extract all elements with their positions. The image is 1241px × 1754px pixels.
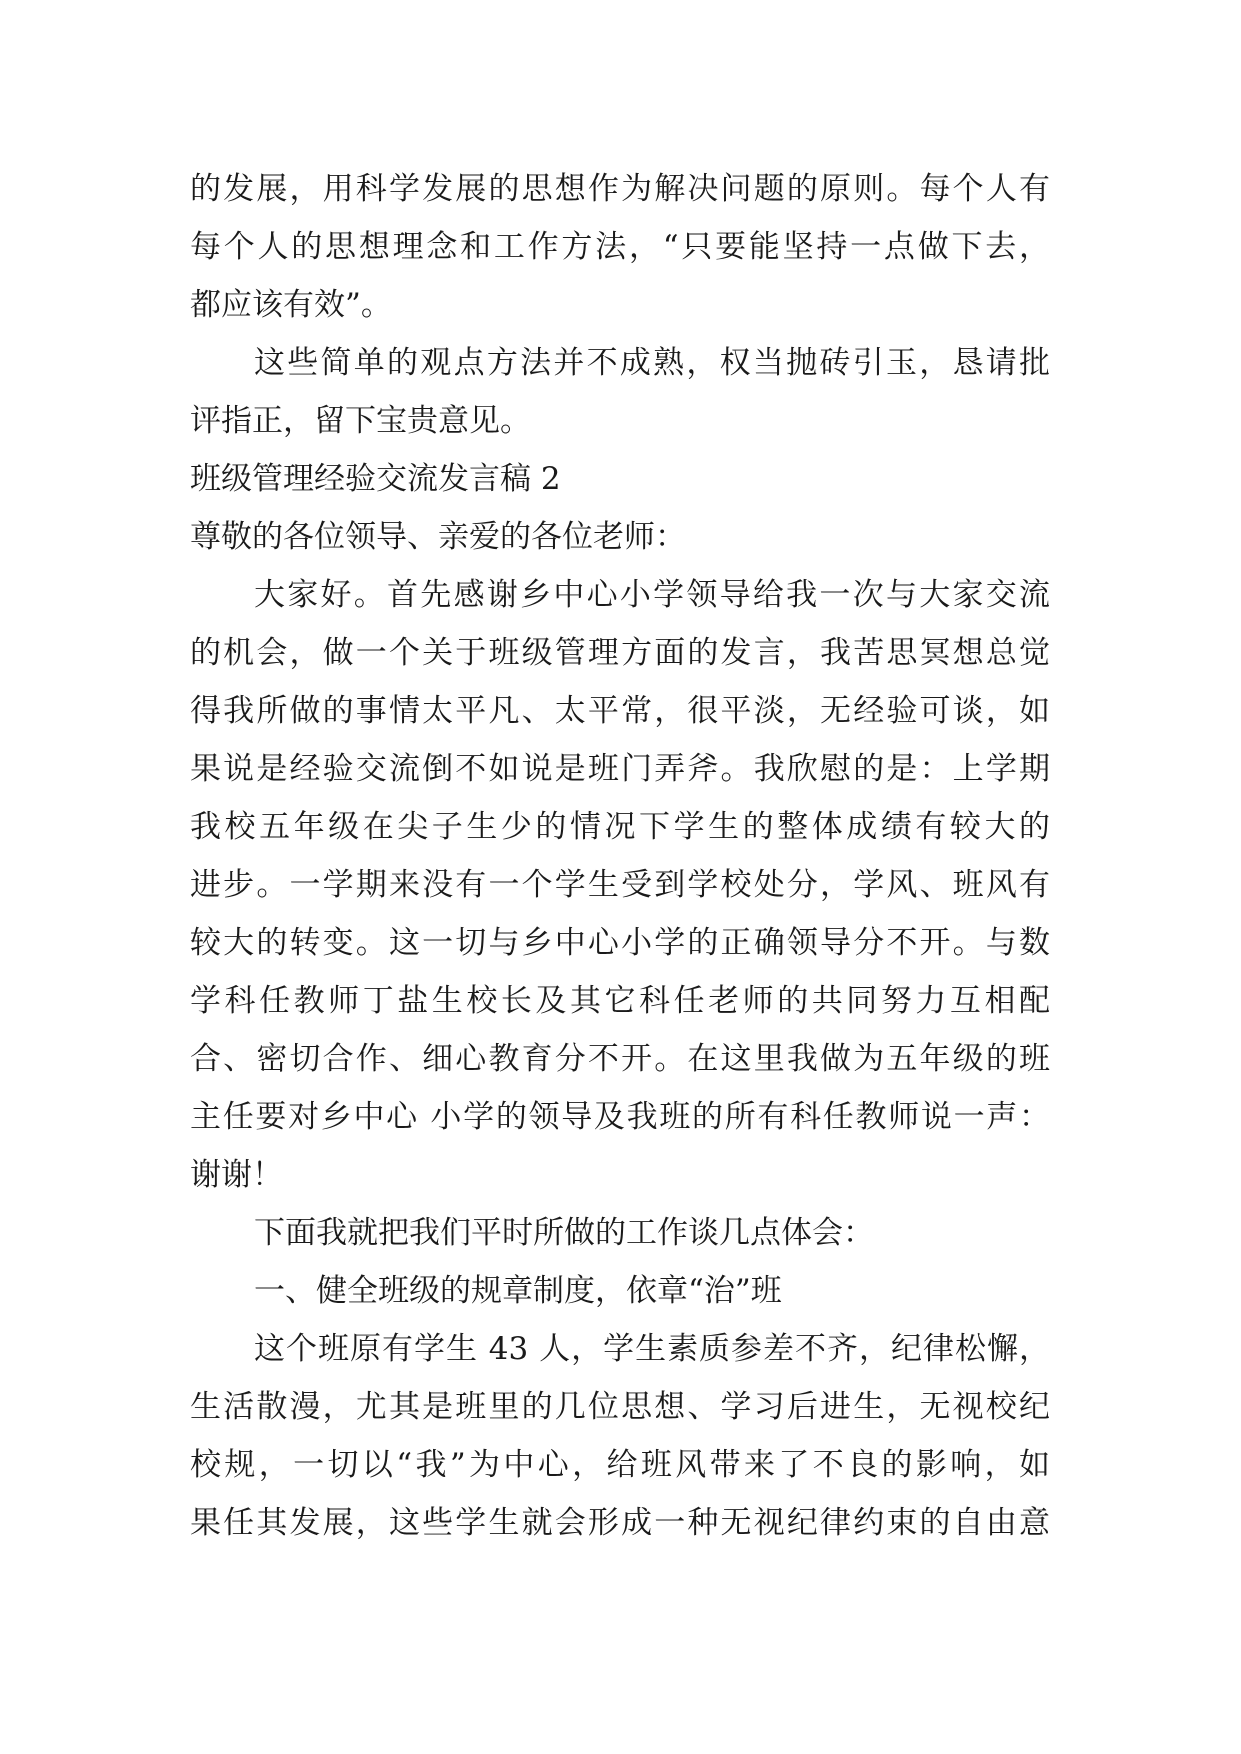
- text-line: 果说是经验交流倒不如说是班门弄斧。我欣慰的是：上学期: [190, 751, 1050, 787]
- text-line: 下面我就把我们平时所做的工作谈几点体会：: [254, 1215, 874, 1251]
- text-line: 得我所做的事情太平凡、太平常，很平淡，无经验可谈，如: [190, 693, 1050, 729]
- text-line: 这些简单的观点方法并不成熟，权当抛砖引玉，恳请批: [254, 345, 1050, 381]
- text-line: 这个班原有学生 43 人，学生素质参差不齐，纪律松懈，: [254, 1331, 1050, 1367]
- text-line: 生活散漫，尤其是班里的几位思想、学习后进生，无视校纪: [190, 1389, 1050, 1425]
- text-line: 大家好。首先感谢乡中心小学领导给我一次与大家交流: [254, 577, 1050, 613]
- text-line: 的机会，做一个关于班级管理方面的发言，我苦思冥想总觉: [190, 635, 1050, 671]
- text-line: 进步。一学期来没有一个学生受到学校处分，学风、班风有: [190, 867, 1050, 903]
- text-line: 每个人的思想理念和工作方法，“只要能坚持一点做下去，: [190, 229, 1050, 265]
- text-line: 学科任教师丁盐生校长及其它科任老师的共同努力互相配: [190, 983, 1050, 1019]
- section-heading: 班级管理经验交流发言稿 2: [190, 461, 561, 497]
- text-line: 我校五年级在尖子生少的情况下学生的整体成绩有较大的: [190, 809, 1050, 845]
- text-line: 的发展，用科学发展的思想作为解决问题的原则。每个人有: [190, 171, 1050, 207]
- text-line: 较大的转变。这一切与乡中心小学的正确领导分不开。与数: [190, 925, 1050, 961]
- salutation: 尊敬的各位领导、亲爱的各位老师：: [190, 519, 686, 555]
- text-line: 合、密切合作、细心教育分不开。在这里我做为五年级的班: [190, 1041, 1050, 1077]
- text-line: 主任要对乡中心 小学的领导及我班的所有科任教师说一声：: [190, 1099, 1050, 1135]
- text-line: 都应该有效”。: [190, 287, 392, 323]
- text-line: 评指正，留下宝贵意见。: [190, 403, 531, 439]
- text-line: 校规，一切以“我”为中心，给班风带来了不良的影响，如: [190, 1447, 1050, 1483]
- text-line: 谢谢！: [190, 1157, 283, 1193]
- text-line: 果任其发展，这些学生就会形成一种无视纪律约束的自由意: [190, 1505, 1050, 1541]
- subsection-heading: 一、健全班级的规章制度，依章“治”班: [254, 1273, 782, 1309]
- document-body: [190, 160, 1050, 1552]
